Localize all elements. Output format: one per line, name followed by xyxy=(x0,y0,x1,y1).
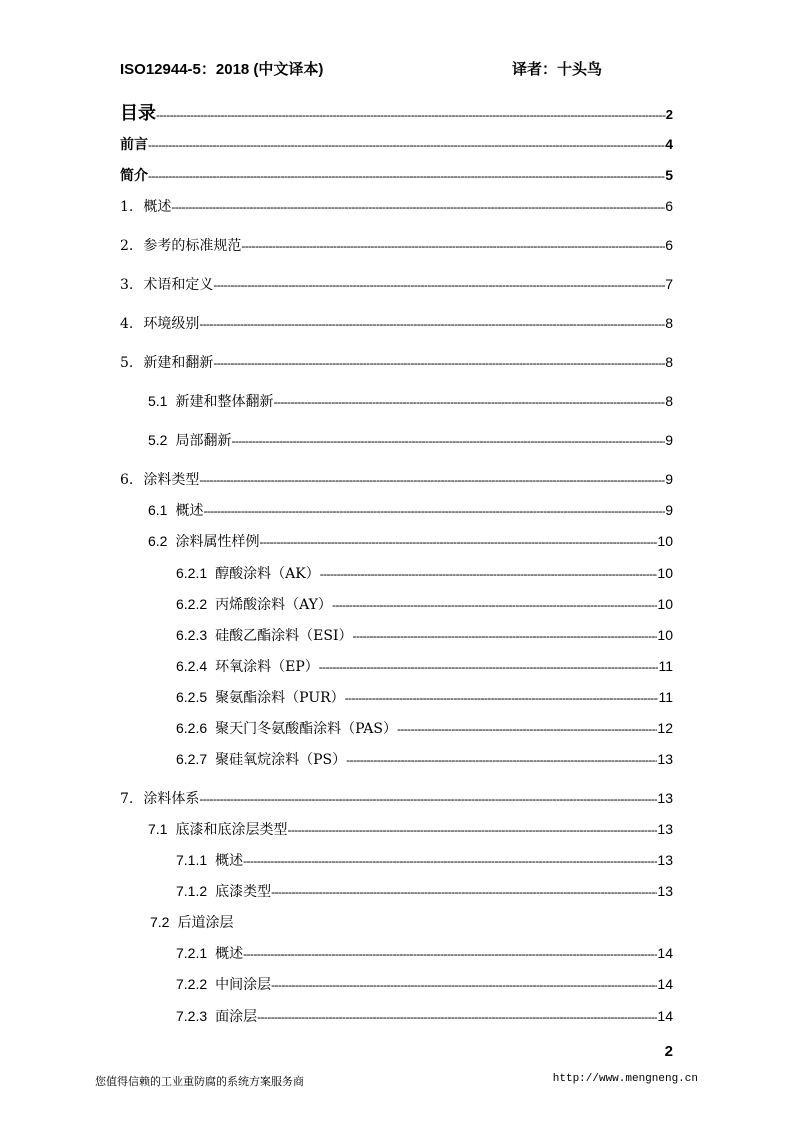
toc-entry-page: 13 xyxy=(657,883,673,899)
toc-entry-title: 聚硅氧烷涂料（PS） xyxy=(215,752,347,768)
toc-entry-page: 2 xyxy=(665,107,673,122)
toc-entry[interactable] xyxy=(148,500,673,520)
toc-leader-dots xyxy=(241,239,665,253)
toc-leader-dots xyxy=(271,885,657,899)
toc-entry-title: 概述 xyxy=(143,199,172,215)
toc-entry-label xyxy=(120,235,241,255)
toc-entry-title: 概述 xyxy=(215,853,244,869)
toc-entry-number: 7. xyxy=(120,791,134,807)
toc-entry-label xyxy=(176,718,397,738)
toc-leader-dots xyxy=(199,317,665,331)
toc-leader-dots xyxy=(231,434,665,448)
toc-entry-number: 7.2.3 xyxy=(176,1008,208,1024)
toc-entry-number: 6. xyxy=(120,472,134,488)
toc-entry[interactable] xyxy=(120,134,673,154)
toc-entry[interactable] xyxy=(176,625,673,645)
toc-entry-label xyxy=(176,749,346,769)
toc-entry-label xyxy=(150,912,233,932)
toc-leader-dots xyxy=(287,823,657,837)
toc-entry[interactable] xyxy=(148,531,673,551)
toc-entry-label xyxy=(120,165,148,185)
toc-entry-page: 12 xyxy=(657,720,673,736)
toc-entry-number: 6.2.6 xyxy=(176,720,208,736)
toc-entry[interactable] xyxy=(148,430,673,450)
toc-entry-label xyxy=(176,656,319,676)
toc-entry-number: 6.2.2 xyxy=(176,596,208,612)
page-number: 2 xyxy=(664,1043,673,1060)
toc-entry-title: 前言 xyxy=(120,137,148,153)
toc-entry[interactable] xyxy=(120,352,673,372)
toc-entry-page: 6 xyxy=(665,237,673,253)
toc-entry-page: 4 xyxy=(665,136,673,152)
toc-entry-page: 8 xyxy=(665,354,673,370)
toc-entry-number: 4. xyxy=(120,316,134,332)
toc-entry-title: 涂料类型 xyxy=(143,472,200,488)
toc-entry-page: 11 xyxy=(658,689,673,705)
toc-entry-label xyxy=(176,850,243,870)
toc-entry[interactable] xyxy=(148,819,673,839)
toc-entry[interactable] xyxy=(176,687,673,707)
toc-entry-title: 概述 xyxy=(175,503,204,519)
toc-entry[interactable] xyxy=(120,99,673,125)
toc-entry-label xyxy=(148,531,259,551)
toc-entry-page: 9 xyxy=(665,502,673,518)
toc-leader-dots xyxy=(319,660,659,674)
toc-leader-dots xyxy=(257,1010,657,1024)
toc-entry[interactable] xyxy=(176,850,673,870)
toc-entry-number: 6.2 xyxy=(148,533,168,549)
toc-entry-title: 面涂层 xyxy=(215,1009,258,1025)
toc-entry-label xyxy=(120,313,199,333)
toc-entry[interactable] xyxy=(176,943,673,963)
toc-leader-dots xyxy=(271,978,657,992)
footer-slogan: 您值得信赖的工业重防腐的系统方案服务商 xyxy=(95,1075,304,1088)
toc-entry-page: 6 xyxy=(665,198,673,214)
toc-entry-label xyxy=(176,974,271,994)
toc-entry-label xyxy=(148,391,273,411)
toc-entry-label xyxy=(120,788,199,808)
toc-leader-dots xyxy=(259,535,657,549)
toc-entry-number: 6.1 xyxy=(148,502,168,518)
toc-entry-number: 2. xyxy=(120,238,134,254)
toc-entry-number: 1. xyxy=(120,199,134,215)
toc-entry-title: 新建和翻新 xyxy=(143,355,214,371)
toc-entry-page: 10 xyxy=(657,565,673,581)
toc-entry-number: 6.2.3 xyxy=(176,627,208,643)
toc-entry-label xyxy=(176,563,320,583)
toc-entry-label xyxy=(176,881,271,901)
toc-leader-dots xyxy=(213,356,665,370)
toc-leader-dots xyxy=(199,473,665,487)
toc-leader-dots xyxy=(243,947,657,961)
toc-entry-label xyxy=(148,819,287,839)
toc-entry-number: 7.2.2 xyxy=(176,976,208,992)
toc-entry-title: 硅酸乙酯涂料（ESI） xyxy=(215,628,353,644)
toc-entry-label xyxy=(176,594,332,614)
toc-entry-title: 涂料体系 xyxy=(143,791,200,807)
toc-entry-number: 7.1.2 xyxy=(176,883,208,899)
toc-leader-dots xyxy=(346,753,657,767)
toc-entry[interactable] xyxy=(148,391,673,411)
toc-entry-page: 5 xyxy=(665,167,673,183)
toc-entry-title: 涂料属性样例 xyxy=(175,534,260,550)
toc-entry[interactable] xyxy=(120,274,673,294)
toc-entry-page: 14 xyxy=(657,945,673,961)
toc-entry-number: 5. xyxy=(120,355,134,371)
toc-entry-title: 底漆和底涂层类型 xyxy=(175,822,288,838)
toc-entry-title: 环氧涂料（EP） xyxy=(215,659,319,675)
toc-entry[interactable] xyxy=(176,656,673,676)
toc-entry[interactable] xyxy=(120,313,673,333)
toc-entry[interactable] xyxy=(120,235,673,255)
toc-entry-page: 8 xyxy=(665,393,673,409)
toc-entry-title: 聚天门冬氨酸酯涂料（PAS） xyxy=(215,721,397,737)
toc-entry-title: 局部翻新 xyxy=(175,433,232,449)
toc-entry-page: 13 xyxy=(657,852,673,868)
toc-entry-label xyxy=(120,352,213,372)
toc-entry-number: 7.1.1 xyxy=(176,852,208,868)
toc-entry-label xyxy=(120,274,213,294)
toc-leader-dots xyxy=(199,792,657,806)
toc-leader-dots xyxy=(171,200,665,214)
footer-url[interactable]: http://www.mengneng.cn xyxy=(552,1073,698,1085)
toc-leader-dots xyxy=(203,504,665,518)
toc-entry-label xyxy=(176,943,243,963)
toc-entry[interactable] xyxy=(176,563,673,583)
toc-entry-title: 概述 xyxy=(215,946,244,962)
toc-entry-title: 聚氨酯涂料（PUR） xyxy=(215,690,345,706)
toc-entry-title: 后道涂层 xyxy=(177,915,234,931)
toc-entry[interactable] xyxy=(120,469,673,489)
toc-entry-page: 14 xyxy=(657,976,673,992)
toc-entry[interactable] xyxy=(176,881,673,901)
toc-entry-label xyxy=(148,430,231,450)
toc-entry-title: 新建和整体翻新 xyxy=(175,394,274,410)
toc-entry[interactable] xyxy=(176,718,673,738)
toc-leader-dots xyxy=(243,854,657,868)
toc-entry[interactable] xyxy=(120,196,673,216)
toc-entry-label xyxy=(120,469,199,489)
toc-entry-title: 目录 xyxy=(120,103,156,124)
toc-entry-label xyxy=(176,625,352,645)
toc-entry-number: 6.2.7 xyxy=(176,751,208,767)
toc-entry-number: 6.2.4 xyxy=(176,658,208,674)
header-title: ISO12944-5：2018 (中文译本) xyxy=(120,61,324,78)
toc-entry-label xyxy=(176,1006,257,1026)
toc-entry-number: 7.1 xyxy=(148,821,168,837)
toc-entry-page: 9 xyxy=(665,432,673,448)
toc-entry-label xyxy=(148,500,203,520)
toc-leader-dots xyxy=(148,138,665,152)
header-translator: 译者：十头鸟 xyxy=(512,61,603,78)
toc-entry-label xyxy=(120,196,171,216)
toc-entry-number: 6.2.1 xyxy=(176,565,208,581)
toc-entry-title: 醇酸涂料（AK） xyxy=(215,566,320,582)
toc-entry-page: 7 xyxy=(665,276,673,292)
toc-entry-page: 10 xyxy=(657,596,673,612)
toc-leader-dots xyxy=(345,691,659,705)
toc-entry-title: 简介 xyxy=(120,168,148,184)
toc-entry-number: 3. xyxy=(120,277,134,293)
toc-entry-page: 10 xyxy=(657,627,673,643)
toc-entry-page: 10 xyxy=(657,533,673,549)
toc-entry-title: 丙烯酸涂料（AY） xyxy=(215,597,332,613)
toc-entry-label xyxy=(120,134,148,154)
toc-entry[interactable] xyxy=(176,594,673,614)
toc-entry-number: 5.1 xyxy=(148,393,168,409)
toc-entry[interactable] xyxy=(176,749,673,769)
toc-entry-number: 7.2.1 xyxy=(176,945,208,961)
toc-entry-page: 8 xyxy=(665,315,673,331)
toc-entry-title: 底漆类型 xyxy=(215,884,272,900)
toc-entry-page: 9 xyxy=(665,471,673,487)
toc-entry-label xyxy=(176,687,345,707)
toc-entry[interactable] xyxy=(120,788,673,808)
toc-entry-page: 13 xyxy=(657,790,673,806)
toc-entry-label xyxy=(120,99,156,125)
toc-leader-dots xyxy=(352,629,657,643)
toc-entry[interactable] xyxy=(120,165,673,185)
toc-entry[interactable] xyxy=(176,974,673,994)
toc-entry-title: 环境级别 xyxy=(143,316,200,332)
toc-leader-dots xyxy=(397,722,657,736)
toc-entry[interactable] xyxy=(150,912,673,932)
toc-entry-page: 13 xyxy=(657,821,673,837)
toc-entry-number: 7.2 xyxy=(150,914,170,930)
toc-leader-dots xyxy=(148,169,665,183)
toc-entry-page: 11 xyxy=(658,658,673,674)
toc-leader-dots xyxy=(332,598,657,612)
toc-entry-title: 术语和定义 xyxy=(143,277,214,293)
toc-entry[interactable] xyxy=(176,1006,673,1026)
toc-leader-dots xyxy=(273,395,665,409)
toc-leader-dots xyxy=(320,567,658,581)
toc-entry-title: 参考的标准规范 xyxy=(143,238,242,254)
toc-entry-number: 5.2 xyxy=(148,432,168,448)
toc-entry-title: 中间涂层 xyxy=(215,977,272,993)
toc-leader-dots xyxy=(156,108,666,122)
toc-entry-number: 6.2.5 xyxy=(176,689,208,705)
toc-entry-page: 14 xyxy=(657,1008,673,1024)
toc-leader-dots xyxy=(213,278,665,292)
toc-entry-page: 13 xyxy=(657,751,673,767)
